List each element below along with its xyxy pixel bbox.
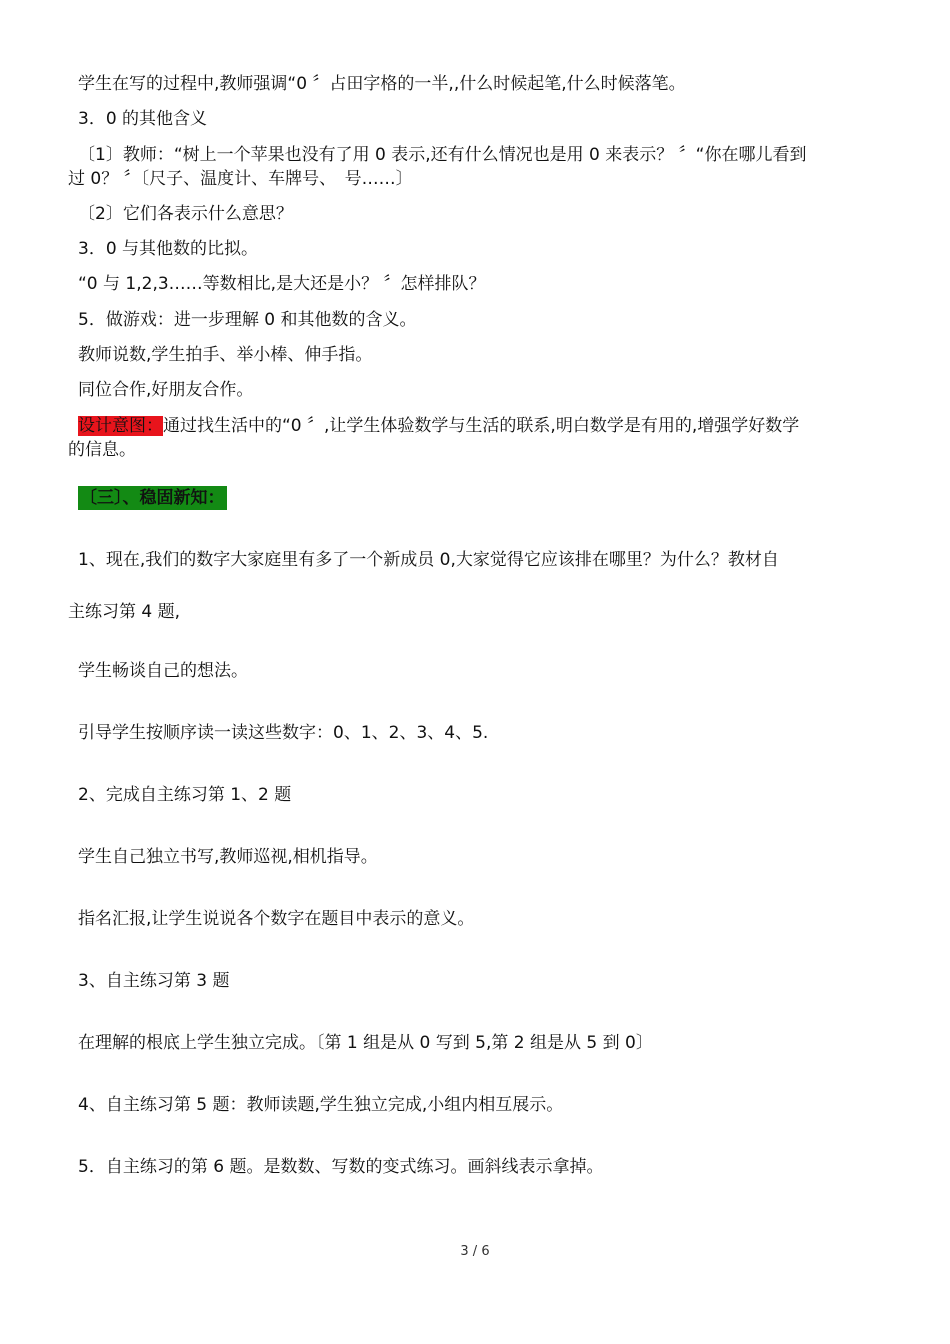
paragraph: 5．做游戏：进一步理解 0 和其他数的含义。 <box>78 310 417 330</box>
practice-item: 在理解的根底上学生独立完成。〔第 1 组是从 0 写到 5,第 2 组是从 5 到 0〕 <box>78 1033 653 1053</box>
practice-item: 2、完成自主练习第 1、2 题 <box>78 785 292 805</box>
practice-item: 3、自主练习第 3 题 <box>78 971 230 991</box>
paragraph: 过 0？ 〞〔尺子、温度计、车牌号、 号……〕 <box>68 169 413 189</box>
practice-item: 指名汇报,让学生说说各个数字在题目中表示的意义。 <box>78 909 475 929</box>
practice-item: 引导学生按顺序读一读这些数字：0、1、2、3、4、5. <box>78 723 489 743</box>
design-intent-label: 设计意图： <box>78 416 163 436</box>
practice-item: 主练习第 4 题, <box>68 602 181 622</box>
page-number: 3 / 6 <box>460 1244 490 1259</box>
paragraph: 同位合作,好朋友合作。 <box>78 380 254 400</box>
practice-item: 学生畅谈自己的想法。 <box>78 661 248 681</box>
paragraph: 3．0 的其他含义 <box>78 109 208 129</box>
practice-item: 学生自己独立书写,教师巡视,相机指导。 <box>78 847 378 867</box>
paragraph: 〔2〕它们各表示什么意思？ <box>78 204 293 224</box>
practice-item: 4、自主练习第 5 题：教师读题,学生独立完成,小组内相互展示。 <box>78 1095 564 1115</box>
paragraph: “0 与 1,2,3……等数相比,是大还是小？ 〞怎样排队？ <box>78 274 486 294</box>
section-heading <box>78 486 227 510</box>
practice-item: 5．自主练习的第 6 题。是数数、写数的变式练习。画斜线表示拿掉。 <box>78 1157 604 1177</box>
paragraph: 教师说数,学生拍手、举小棒、伸手指。 <box>78 345 373 365</box>
section-heading-text: 〔三〕、稳固新知： <box>80 488 225 508</box>
paragraph: 〔1〕教师：“树上一个苹果也没有了用 0 表示,还有什么情况也是用 0 来表示？ 〞“你在哪儿看到 <box>78 145 807 165</box>
paragraph: 学生在写的过程中,教师强调“0 〞占田字格的一半,,什么时候起笔,什么时候落笔。 <box>78 74 686 94</box>
paragraph: 3．0 与其他数的比拟。 <box>78 239 259 259</box>
design-intent-continuation: 的信息。 <box>68 440 136 460</box>
practice-item: 1、现在,我们的数字大家庭里有多了一个新成员 0,大家觉得它应该排在哪里？为什么？教材自 <box>78 550 779 570</box>
design-intent-text: 通过找生活中的“0 〞,让学生体验数学与生活的联系,明白数学是有用的,增强学好数学 <box>163 416 800 436</box>
design-intent-line <box>78 414 799 438</box>
